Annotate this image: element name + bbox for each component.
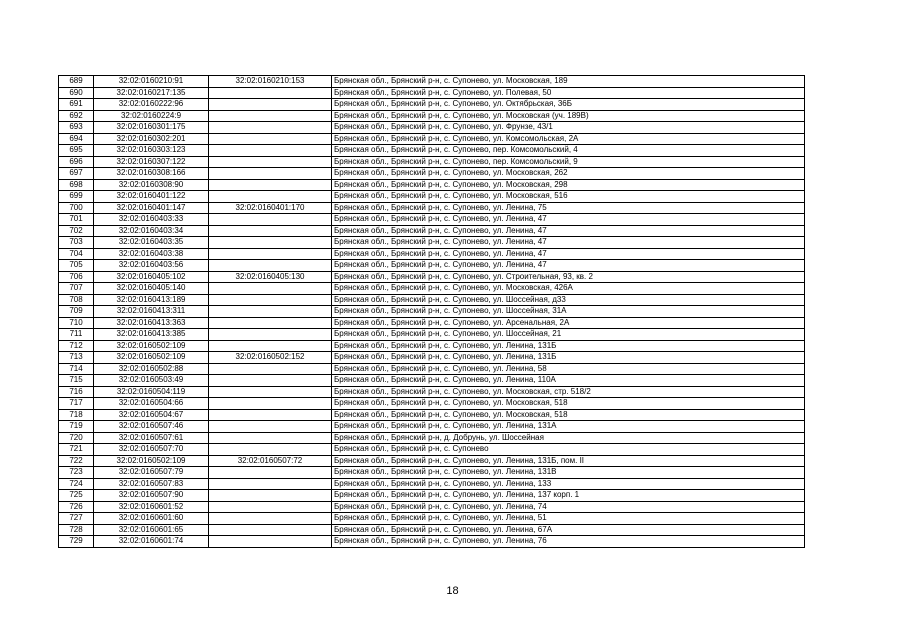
table-row [59, 513, 805, 525]
table-row [59, 87, 805, 99]
related-number-cell [209, 317, 332, 329]
related-number-cell [209, 386, 332, 398]
related-number-cell [209, 444, 332, 456]
table-row [59, 133, 805, 145]
address-cell: Брянская обл., Брянский р-н, с. Супонево, ул. Московская, 189 [332, 76, 805, 88]
related-number-cell [209, 122, 332, 134]
address-cell: Брянская обл., Брянский р-н, с. Супонево, ул. Ленина, 47 [332, 260, 805, 272]
address-cell: Брянская обл., Брянский р-н, с. Супонево, ул. Ленина, 137 корп. 1 [332, 490, 805, 502]
table-row [59, 501, 805, 513]
address-cell: Брянская обл., Брянский р-н, с. Супонево, ул. Ленина, 131Б [332, 352, 805, 364]
cadastral-number-cell: 32:02:0160504:119 [94, 386, 209, 398]
table-row [59, 421, 805, 433]
row-number-cell: 712 [59, 340, 94, 352]
cadastral-number-cell: 32:02:0160308:166 [94, 168, 209, 180]
address-cell: Брянская обл., Брянский р-н, с. Супонево, ул. Московская, стр. 518/2 [332, 386, 805, 398]
row-number-cell: 711 [59, 329, 94, 341]
row-number-cell: 695 [59, 145, 94, 157]
cadastral-number-cell: 32:02:0160302:201 [94, 133, 209, 145]
cadastral-number-cell: 32:02:0160504:67 [94, 409, 209, 421]
cadastral-number-cell: 32:02:0160403:33 [94, 214, 209, 226]
table-row [59, 467, 805, 479]
table-row [59, 317, 805, 329]
row-number-cell: 714 [59, 363, 94, 375]
row-number-cell: 718 [59, 409, 94, 421]
related-number-cell [209, 432, 332, 444]
row-number-cell: 708 [59, 294, 94, 306]
address-cell: Брянская обл., Брянский р-н, д. Добрунь, ул. Шоссейная [332, 432, 805, 444]
table-row [59, 145, 805, 157]
address-cell: Брянская обл., Брянский р-н, с. Супонево, ул. Фрунзе, 43/1 [332, 122, 805, 134]
related-number-cell [209, 421, 332, 433]
table-row [59, 444, 805, 456]
row-number-cell: 706 [59, 271, 94, 283]
cadastral-number-cell: 32:02:0160403:56 [94, 260, 209, 272]
cadastral-number-cell: 32:02:0160307:122 [94, 156, 209, 168]
address-cell: Брянская обл., Брянский р-н, с. Супонево, ул. Ленина, 47 [332, 214, 805, 226]
cadastral-number-cell: 32:02:0160403:35 [94, 237, 209, 249]
table-row [59, 260, 805, 272]
related-number-cell [209, 110, 332, 122]
row-number-cell: 719 [59, 421, 94, 433]
cadastral-number-cell: 32:02:0160222:96 [94, 99, 209, 111]
address-cell: Брянская обл., Брянский р-н, с. Супонево, ул. Ленина, 51 [332, 513, 805, 525]
related-number-cell [209, 513, 332, 525]
address-cell: Брянская обл., Брянский р-н, с. Супонево, ул. Ленина, 47 [332, 248, 805, 260]
table-row [59, 202, 805, 214]
table-row [59, 352, 805, 364]
related-number-cell [209, 99, 332, 111]
related-number-cell [209, 145, 332, 157]
table-row [59, 478, 805, 490]
related-number-cell [209, 168, 332, 180]
address-cell: Брянская обл., Брянский р-н, с. Супонево, ул. Строительная, 93, кв. 2 [332, 271, 805, 283]
cadastral-number-cell: 32:02:0160405:140 [94, 283, 209, 295]
address-cell: Брянская обл., Брянский р-н, с. Супонево, ул. Ленина, 47 [332, 237, 805, 249]
table-body [59, 76, 805, 548]
related-number-cell [209, 501, 332, 513]
related-number-cell [209, 363, 332, 375]
cadastral-number-cell: 32:02:0160405:102 [94, 271, 209, 283]
table-row [59, 294, 805, 306]
row-number-cell: 691 [59, 99, 94, 111]
row-number-cell: 720 [59, 432, 94, 444]
related-number-cell [209, 87, 332, 99]
address-cell: Брянская обл., Брянский р-н, с. Супонево, ул. Московская, 518 [332, 409, 805, 421]
related-number-cell: 32:02:0160405:130 [209, 271, 332, 283]
table-row [59, 122, 805, 134]
related-number-cell [209, 237, 332, 249]
address-cell: Брянская обл., Брянский р-н, с. Супонево, ул. Шоссейная, 21 [332, 329, 805, 341]
address-cell: Брянская обл., Брянский р-н, с. Супонево, ул. Ленина, 75 [332, 202, 805, 214]
row-number-cell: 713 [59, 352, 94, 364]
related-number-cell [209, 306, 332, 318]
table-row [59, 363, 805, 375]
address-cell: Брянская обл., Брянский р-н, с. Супонево, ул. Ленина, 67А [332, 524, 805, 536]
related-number-cell [209, 179, 332, 191]
related-number-cell [209, 214, 332, 226]
cadastral-number-cell: 32:02:0160601:65 [94, 524, 209, 536]
row-number-cell: 709 [59, 306, 94, 318]
row-number-cell: 697 [59, 168, 94, 180]
row-number-cell: 723 [59, 467, 94, 479]
cadastral-number-cell: 32:02:0160217:135 [94, 87, 209, 99]
row-number-cell: 696 [59, 156, 94, 168]
table-row [59, 329, 805, 341]
address-cell: Брянская обл., Брянский р-н, с. Супонево, ул. Московская, 518 [332, 398, 805, 410]
table-row [59, 99, 805, 111]
related-number-cell [209, 260, 332, 272]
cadastral-number-cell: 32:02:0160502:88 [94, 363, 209, 375]
row-number-cell: 692 [59, 110, 94, 122]
row-number-cell: 701 [59, 214, 94, 226]
cadastral-number-cell: 32:02:0160507:79 [94, 467, 209, 479]
cadastral-number-cell: 32:02:0160504:66 [94, 398, 209, 410]
row-number-cell: 725 [59, 490, 94, 502]
row-number-cell: 717 [59, 398, 94, 410]
row-number-cell: 702 [59, 225, 94, 237]
address-cell: Брянская обл., Брянский р-н, с. Супонево, ул. Московская, 298 [332, 179, 805, 191]
row-number-cell: 721 [59, 444, 94, 456]
related-number-cell [209, 478, 332, 490]
related-number-cell [209, 133, 332, 145]
related-number-cell: 32:02:0160210:153 [209, 76, 332, 88]
address-cell: Брянская обл., Брянский р-н, с. Супонево, ул. Московская, 516 [332, 191, 805, 203]
related-number-cell [209, 375, 332, 387]
table-row [59, 306, 805, 318]
cadastral-number-cell: 32:02:0160601:74 [94, 536, 209, 548]
related-number-cell: 32:02:0160401:170 [209, 202, 332, 214]
row-number-cell: 698 [59, 179, 94, 191]
cadastral-number-cell: 32:02:0160413:385 [94, 329, 209, 341]
address-cell: Брянская обл., Брянский р-н, с. Супонево, ул. Октябрьская, 36Б [332, 99, 805, 111]
row-number-cell: 710 [59, 317, 94, 329]
table-row [59, 455, 805, 467]
table-row [59, 179, 805, 191]
row-number-cell: 693 [59, 122, 94, 134]
address-cell: Брянская обл., Брянский р-н, с. Супонево, ул. Шоссейная, 31А [332, 306, 805, 318]
row-number-cell: 724 [59, 478, 94, 490]
cadastral-number-cell: 32:02:0160601:52 [94, 501, 209, 513]
cadastral-number-cell: 32:02:0160507:70 [94, 444, 209, 456]
address-cell: Брянская обл., Брянский р-н, с. Супонево, ул. Ленина, 58 [332, 363, 805, 375]
cadastral-number-cell: 32:02:0160413:189 [94, 294, 209, 306]
row-number-cell: 690 [59, 87, 94, 99]
row-number-cell: 726 [59, 501, 94, 513]
related-number-cell [209, 524, 332, 536]
address-cell: Брянская обл., Брянский р-н, с. Супонево, ул. Ленина, 131А [332, 421, 805, 433]
cadastral-number-cell: 32:02:0160401:147 [94, 202, 209, 214]
cadastral-number-cell: 32:02:0160502:109 [94, 340, 209, 352]
cadastral-number-cell: 32:02:0160224:9 [94, 110, 209, 122]
row-number-cell: 703 [59, 237, 94, 249]
row-number-cell: 722 [59, 455, 94, 467]
cadastral-number-cell: 32:02:0160303:123 [94, 145, 209, 157]
row-number-cell: 700 [59, 202, 94, 214]
row-number-cell: 727 [59, 513, 94, 525]
address-cell: Брянская обл., Брянский р-н, с. Супонево, ул. Арсенальная, 2А [332, 317, 805, 329]
address-cell: Брянская обл., Брянский р-н, с. Супонево, ул. Ленина, 110А [332, 375, 805, 387]
address-cell: Брянская обл., Брянский р-н, с. Супонево [332, 444, 805, 456]
related-number-cell [209, 490, 332, 502]
address-cell: Брянская обл., Брянский р-н, с. Супонево, ул. Комсомольская, 2А [332, 133, 805, 145]
cadastral-number-cell: 32:02:0160403:38 [94, 248, 209, 260]
cadastral-number-cell: 32:02:0160503:49 [94, 375, 209, 387]
address-cell: Брянская обл., Брянский р-н, с. Супонево, ул. Ленина, 133 [332, 478, 805, 490]
row-number-cell: 729 [59, 536, 94, 548]
cadastral-number-cell: 32:02:0160308:90 [94, 179, 209, 191]
row-number-cell: 715 [59, 375, 94, 387]
table-row [59, 168, 805, 180]
related-number-cell: 32:02:0160502:152 [209, 352, 332, 364]
related-number-cell [209, 409, 332, 421]
row-number-cell: 728 [59, 524, 94, 536]
related-number-cell [209, 536, 332, 548]
table-row [59, 110, 805, 122]
cadastral-number-cell: 32:02:0160401:122 [94, 191, 209, 203]
address-cell: Брянская обл., Брянский р-н, с. Супонево, пер. Комсомольский, 9 [332, 156, 805, 168]
related-number-cell [209, 294, 332, 306]
table-row [59, 409, 805, 421]
table-row [59, 156, 805, 168]
table-row [59, 490, 805, 502]
address-cell: Брянская обл., Брянский р-н, с. Супонево, ул. Ленина, 76 [332, 536, 805, 548]
related-number-cell [209, 191, 332, 203]
row-number-cell: 699 [59, 191, 94, 203]
address-cell: Брянская обл., Брянский р-н, с. Супонево, ул. Московская, 262 [332, 168, 805, 180]
table-row [59, 386, 805, 398]
row-number-cell: 705 [59, 260, 94, 272]
address-cell: Брянская обл., Брянский р-н, с. Супонево, ул. Московская (уч. 189В) [332, 110, 805, 122]
related-number-cell [209, 398, 332, 410]
table-row [59, 432, 805, 444]
table-row [59, 237, 805, 249]
table-row [59, 283, 805, 295]
address-cell: Брянская обл., Брянский р-н, с. Супонево, ул. Ленина, 131В [332, 467, 805, 479]
document-page [58, 75, 805, 548]
related-number-cell [209, 248, 332, 260]
table-row [59, 398, 805, 410]
page-number: 18 [446, 585, 459, 597]
row-number-cell: 716 [59, 386, 94, 398]
related-number-cell [209, 329, 332, 341]
address-cell: Брянская обл., Брянский р-н, с. Супонево, ул. Ленина, 131Б [332, 340, 805, 352]
cadastral-number-cell: 32:02:0160403:34 [94, 225, 209, 237]
table-row [59, 248, 805, 260]
cadastral-number-cell: 32:02:0160507:46 [94, 421, 209, 433]
table-row [59, 76, 805, 88]
table-row [59, 340, 805, 352]
table-row [59, 191, 805, 203]
row-number-cell: 707 [59, 283, 94, 295]
cadastral-number-cell: 32:02:0160301:175 [94, 122, 209, 134]
related-number-cell [209, 340, 332, 352]
table-row [59, 375, 805, 387]
cadastral-number-cell: 32:02:0160507:90 [94, 490, 209, 502]
table-row [59, 225, 805, 237]
table-row [59, 536, 805, 548]
cadastral-number-cell: 32:02:0160601:60 [94, 513, 209, 525]
related-number-cell: 32:02:0160507:72 [209, 455, 332, 467]
cadastral-number-cell: 32:02:0160210:91 [94, 76, 209, 88]
address-cell: Брянская обл., Брянский р-н, с. Супонево, ул. Ленина, 47 [332, 225, 805, 237]
cadastral-number-cell: 32:02:0160502:109 [94, 352, 209, 364]
related-number-cell [209, 225, 332, 237]
related-number-cell [209, 283, 332, 295]
cadastral-number-cell: 32:02:0160413:311 [94, 306, 209, 318]
address-cell: Брянская обл., Брянский р-н, с. Супонево, ул. Ленина, 131Б, пом. II [332, 455, 805, 467]
address-cell: Брянская обл., Брянский р-н, с. Супонево, ул. Ленина, 74 [332, 501, 805, 513]
table-row [59, 524, 805, 536]
cadastral-number-cell: 32:02:0160413:363 [94, 317, 209, 329]
cadastral-number-cell: 32:02:0160507:83 [94, 478, 209, 490]
cadastral-number-cell: 32:02:0160502:109 [94, 455, 209, 467]
row-number-cell: 689 [59, 76, 94, 88]
cadastral-table [58, 75, 805, 548]
address-cell: Брянская обл., Брянский р-н, с. Супонево, пер. Комсомольский, 4 [332, 145, 805, 157]
address-cell: Брянская обл., Брянский р-н, с. Супонево, ул. Шоссейная, д33 [332, 294, 805, 306]
address-cell: Брянская обл., Брянский р-н, с. Супонево, ул. Полевая, 50 [332, 87, 805, 99]
table-row [59, 271, 805, 283]
table-row [59, 214, 805, 226]
address-cell: Брянская обл., Брянский р-н, с. Супонево, ул. Московская, 426А [332, 283, 805, 295]
row-number-cell: 694 [59, 133, 94, 145]
related-number-cell [209, 467, 332, 479]
related-number-cell [209, 156, 332, 168]
row-number-cell: 704 [59, 248, 94, 260]
cadastral-number-cell: 32:02:0160507:61 [94, 432, 209, 444]
